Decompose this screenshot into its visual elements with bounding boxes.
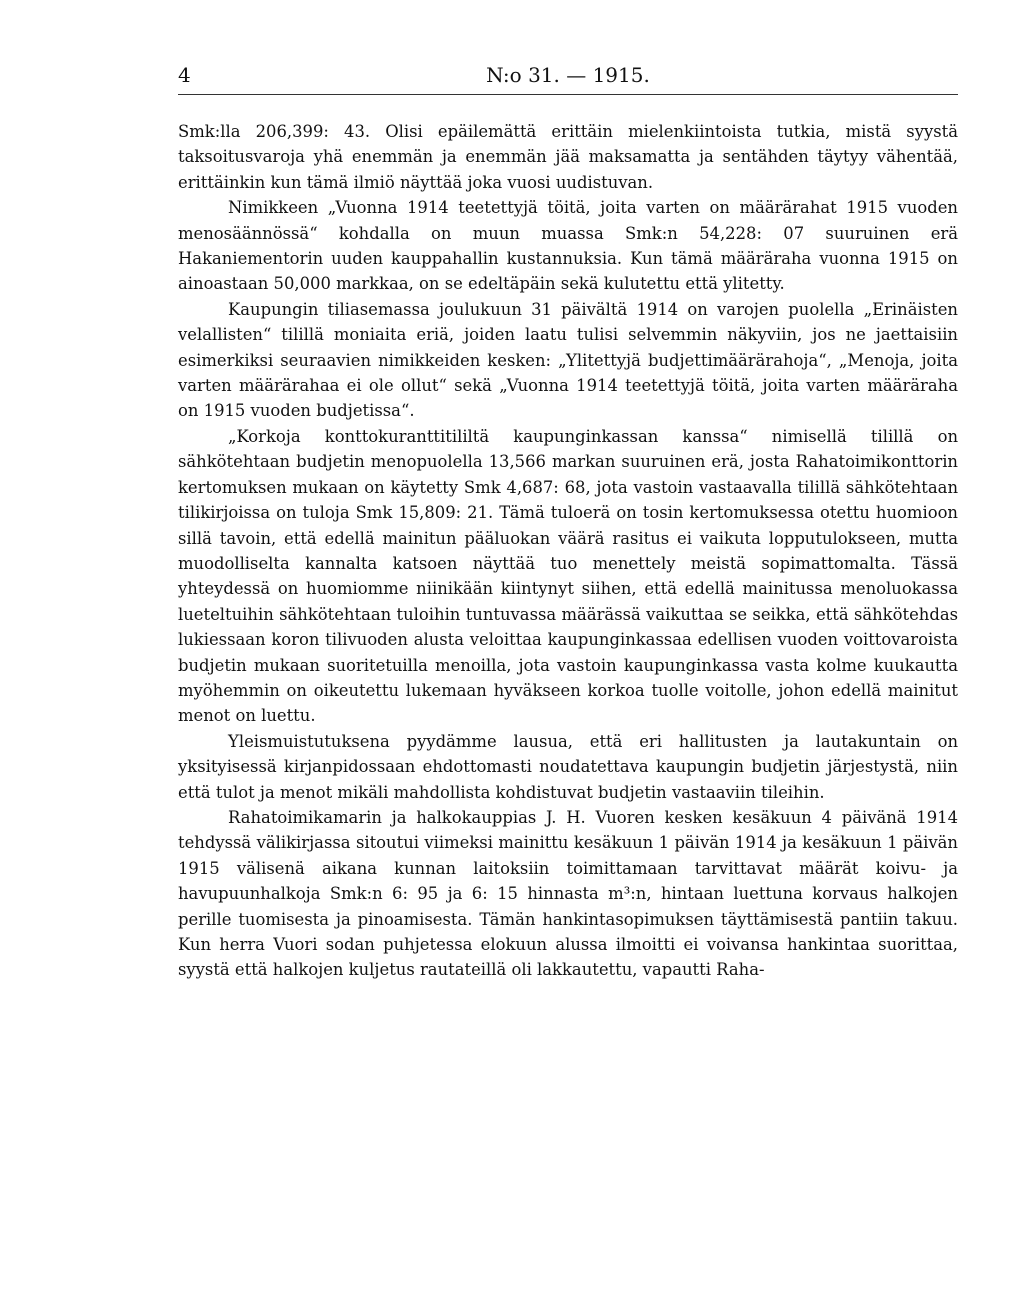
header-rule — [178, 94, 958, 95]
paragraph: Nimikkeen „Vuonna 1914 teetettyjä töitä, joita varten on määrärahat 1915 vuoden menosäännössä“ kohdalla on muun muassa Smk:n 54,228: 07 suuruinen erä Hakaniementorin uuden kauppahallin kustannuksia. Kun tämä määräraha vuonna 1915 on ainoastaan 50,000 markkaa, on se edeltäpäin sekä kulutettu että ylitetty. — [178, 198, 958, 294]
paragraph: Kaupungin tiliasemassa joulukuun 31 päivältä 1914 on varojen puolella „Erinäisten velallisten“ tilillä moniaita eriä, joiden laatu tulisi selvemmin näkyviin, jos ne jaettaisiin esimerkiksi seuraavien nimikkeiden kesken: „Ylitettyjä budjettimäärärahoja“, „Menoja, joita varten määrärahaa ei ole ollut“ sekä „Vuonna 1914 teetettyjä töitä, joita varten määräraha on 1915 vuoden budjetissa“. — [178, 299, 958, 421]
page-number: 4 — [178, 63, 191, 87]
running-head: N:o 31. — 1915. — [486, 63, 650, 87]
paragraph: Rahatoimikamarin ja halkokauppias J. H. Vuoren kesken kesäkuun 4 päivänä 1914 tehdyssä välikirjassa sitoutui viimeksi mainittu kesäkuun 1 päivän 1914 ja kesäkuun 1 päivän 1915 välisenä aikana kunnan laitoksiin toimittamaan tarvittavat määrät koivu- ja havupuunhalkoja Smk:n 6: 95 ja 6: 15 hinnasta m³:n, hintaan luettuna korvaus halkojen perille tuomisesta ja pinoamisesta. Tämän hankintasopimuksen täyttämisestä pantiin takuu. Kun herra Vuori sodan puhjetessa elokuun alussa ilmoitti ei voivansa hankintaa suorittaa, syystä että halkojen kuljetus rautateillä oli lakkautettu, vapautti Raha- — [178, 807, 958, 980]
paragraph: Smk:lla 206,399: 43. Olisi epäilemättä erittäin mielenkiintoista tutkia, mistä syystä taksoitusvaroja yhä enemmän ja enemmän jää maksamatta ja sentähden täytyy vähentää, erittäinkin kun tämä ilmiö näyttää joka vuosi uudistuvan. — [178, 122, 958, 192]
page-header — [178, 62, 958, 88]
paragraph: Yleismuistutuksena pyydämme lausua, että eri hallitusten ja lautakuntain on yksityisessä kirjanpidossaan ehdottomasti noudatettava kaupungin budjetin järjestystä, niin että tulot ja menot mikäli mahdollista kohdistuvat budjetin vastaaviin tileihin. — [178, 731, 958, 802]
document-page — [178, 62, 958, 983]
paragraph: „Korkoja konttokuranttitililtä kaupunginkassan kanssa“ nimisellä tilillä on sähkötehtaan budjetin menopuolella 13,566 markan suuruinen erä, josta Rahatoimikonttorin kertomuksen mukaan on käytetty Smk 4,687: 68, jota vastoin vastaavalla tilillä sähkötehtaan tilikirjoissa on tuloja Smk 15,809: 21. Tämä tuloerä on tosin kertomuksessa otettu huomioon sillä tavoin, että edellä mainitun pääluokan väärä rasitus ei vaikuta lopputulokseen, mutta muodolliselta kannalta katsoen näyttää tuo menettely meistä sopimattomalta. Tässä yhteydessä on huomiomme niinikään kiintynyt siihen, että edellä mainitussa menoluokassa lueteltuihin sähkötehtaan tuloihin tuntuvassa määrässä vaikuttaa se seikka, että sähkötehdas lukiessaan koron tilivuoden alusta veloittaa kaupunginkassaa edellisen vuoden voittovaroista budjetin mukaan suoritetuilla menoilla, jota vastoin kaupunginkassa vasta kolme kuukautta myöhemmin on oikeutettu lukemaan hyväkseen korkoa tuolle voitolle, johon edellä mainitut menot on luettu. — [178, 426, 958, 726]
body-text — [178, 119, 958, 983]
